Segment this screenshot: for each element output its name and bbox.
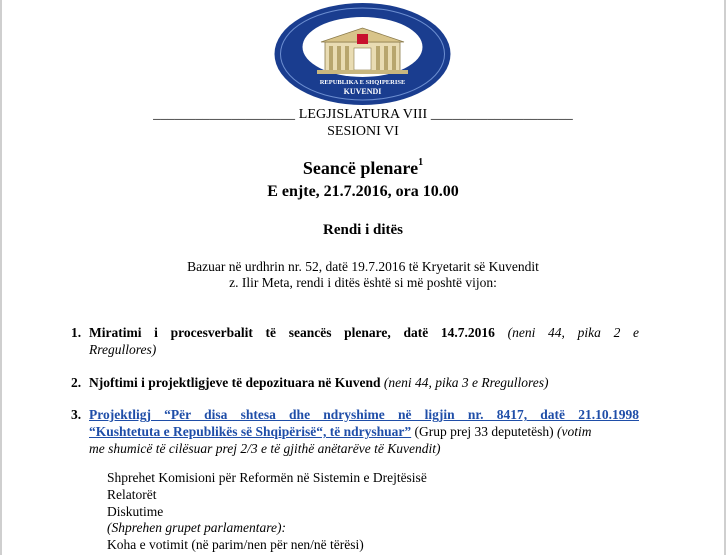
agenda-heading: Rendi i ditës (322, 222, 403, 238)
agenda-item-reference: (neni 44, pika 2 e (507, 325, 639, 340)
agenda-item-vote-note: (votim (553, 424, 592, 439)
agenda-item-number: 2. (71, 375, 82, 390)
detail-groups: (Shprehen grupet parlamentare): (107, 520, 286, 535)
detail-voting-time: Koha e votimit (në parim/nen për nen/në tërësi) (107, 537, 364, 552)
agenda-item-number: 3. (71, 407, 82, 422)
agenda-intro-line2: z. Ilir Meta, rendi i ditës është si më poshtë vijon: (229, 275, 497, 290)
parliament-logo (273, 2, 452, 106)
legislature-line: ____________________ LEGJISLATURA VIII ____________________ (153, 107, 573, 122)
agenda-item-2 (71, 374, 639, 391)
agenda-item-number: 1. (71, 325, 82, 340)
detail-rapporteurs: Relatorët (107, 487, 157, 502)
footnote-marker[interactable]: 1 (418, 157, 424, 168)
logo-text-line2: KUVENDI (343, 87, 382, 96)
agenda-item-reference: (neni 44, pika 3 e Rregullores) (383, 375, 549, 390)
agenda-item-title: Miratimi i procesverbalit të seancës plenare, datë 14.7.2016 (89, 325, 495, 340)
logo-text-line1: REPUBLIKA E SHQIPERISE (319, 79, 406, 86)
agenda-item-sponsor: (Grup prej 33 deputetësh) (411, 424, 554, 439)
session-date: E enjte, 21.7.2016, ora 10.00 (267, 183, 459, 200)
detail-committee: Shprehet Komisioni për Reformën në Sistemin e Drejtësisë (107, 470, 427, 485)
agenda-item-1 (71, 324, 639, 358)
agenda-item-reference-cont: Rregullores) (89, 342, 157, 357)
detail-discussions: Diskutime (107, 504, 164, 519)
flag-icon (357, 34, 368, 44)
page-title (0, 157, 726, 179)
agenda-item-vote-note-cont: me shumicë të cilësuar prej 2/3 e të gjithë anëtarëve të Kuvendit) (89, 441, 441, 456)
draft-law-link[interactable]: Projektligj “Për disa shtesa dhe ndryshime në ligjin nr. 8417, datë 21.10.1998 (89, 407, 639, 422)
agenda-item-3 (71, 406, 639, 457)
title-text: Seancë plenare (302, 158, 419, 178)
agenda-item-line (89, 423, 639, 440)
draft-law-link-cont[interactable]: “Kushtetuta e Republikës së Shqipërisë“, të ndryshuar” (89, 424, 412, 439)
agenda-item-line (89, 324, 639, 341)
session-line: SESIONI VI (327, 124, 399, 139)
agenda-intro-line1: Bazuar në urdhrin nr. 52, datë 19.7.2016 të Kryetarit së Kuvendit (187, 259, 539, 274)
agenda-item-title: Njoftimi i projektligjeve të depozituara në Kuvend (89, 375, 381, 390)
